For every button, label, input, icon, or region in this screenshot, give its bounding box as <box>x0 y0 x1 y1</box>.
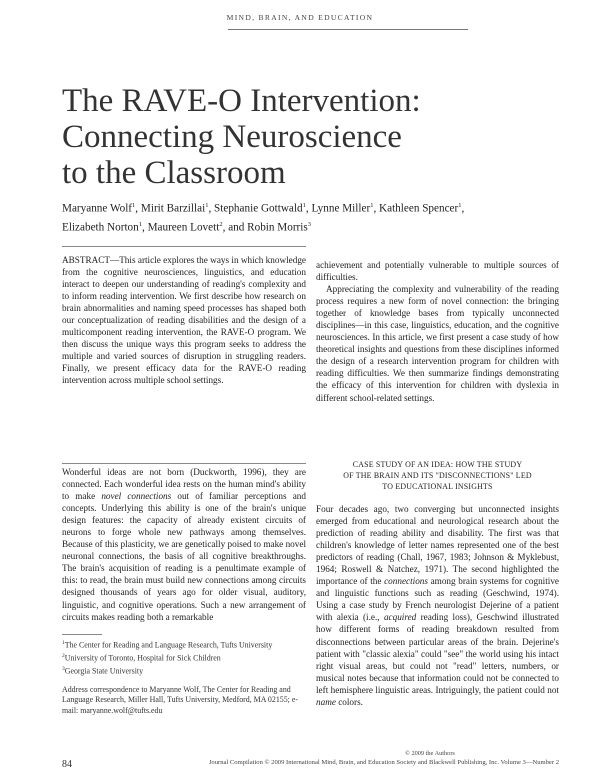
intro-emphasis: novel connections <box>101 491 172 502</box>
title-line-2: Connecting Neuroscience <box>62 119 402 155</box>
abstract-bottom-rule <box>62 463 306 464</box>
body-emphasis: connections <box>384 576 428 587</box>
header-rule <box>228 29 468 30</box>
author-name: Mirit Barzillai <box>140 202 206 215</box>
intro-continuation: achievement and potentially vulnerable to multiple sources of difficulties. <box>316 260 559 283</box>
affiliation-footnotes <box>62 638 306 676</box>
body-text: reading loss), Geschwind illustrated how different forms of reading breakdown resulted from disconnections between particular areas of the brain. Dejerine's patient with "classic alexia" could "see" the world using his intact right visual areas, but could not "read" letters, numbers, or musical notes because that information could not be connected to left hemisphere linguistic areas. Intriguingly, the patient could not <box>316 612 559 695</box>
author-name: Maryanne Wolf <box>62 202 133 215</box>
footnote-item <box>62 651 306 664</box>
abstract-top-rule <box>62 246 306 247</box>
body-emphasis: name <box>316 696 336 707</box>
intro-text: out of familiar perceptions and concepts. Underlying this ability is one of the brain's unique design features: the capacity of already existent circuits of neurons to forge whole new pathways among themselves. Because of this plasticity, we are genetically poised to make novel neuronal connections, the basis of all cognitive breakthroughs. The brain's acquisition of reading is a penultimate example of this: to read, the brain must build new connections among circuits designed thousands of years ago for older visual, auditory, linguistic, and cognitive operations. Such a new arrangement of circuits makes reading both a remarkable <box>62 491 306 622</box>
intro-second-paragraph: Appreciating the complexity and vulnerability of the reading process requires a new form of novel connection: the bringing together of knowledge bases from typically unconnected disciplines—in this case, linguistics, education, and the cognitive neurosciences. In this article, we first present a case study of how theoretical insights and questions from these disciplines informed the design of a research intervention program for children with reading difficulties. We then summarize findings demonstrating the efficacy of this intervention for children with dyslexia in different school-related settings. <box>316 284 559 403</box>
title-line-3: to the Classroom <box>62 155 286 191</box>
right-column-intro <box>316 259 559 404</box>
page-number: 84 <box>62 759 72 770</box>
affiliation-mark: 1 <box>132 202 136 209</box>
footnote-mark: 3 <box>62 665 65 672</box>
abstract <box>62 254 306 387</box>
affiliation-mark: 1 <box>370 202 374 209</box>
body-text: colors. <box>335 696 363 707</box>
author-name: Maureen Lovett <box>147 221 220 234</box>
affiliation-mark: 3 <box>307 220 311 228</box>
intro-text: Wonderful ideas are not born (Duckworth, 1996), they are connected. Each wonderful idea rests on the human mind's ability to make <box>62 467 306 502</box>
body-emphasis: acquired <box>383 612 417 623</box>
journal-running-header: MIND, BRAIN, AND EDUCATION <box>226 13 374 22</box>
abstract-text: —This article explores the ways in which knowledge from the cognitive neurosciences, linguistics, and education interact to deepen our understanding of reading's complexity and to inform reading intervention. We first describe how research on brain abnormalities and naming speed processes has shaped both our conceptualization of reading disabilities and the design of a multicomponent reading intervention, the RAVE-O program. We then discuss the unique ways this program seeks to address the multiple and varied sources of disruption in struggling readers. Finally, we present efficacy data for the RAVE-O reading intervention across multiple school settings. <box>62 255 306 386</box>
author-name: Stephanie Gottwald <box>214 202 303 215</box>
affiliation-mark: 1 <box>458 202 462 209</box>
author-name: Lynne Miller <box>311 202 371 215</box>
journal-footer: Journal Compilation © 2009 International Mind, Brain, and Education Society and Blackwell Publishing, Inc. Volume 3—Number 2 <box>208 759 559 766</box>
footnote-text: Georgia State University <box>64 666 144 676</box>
footnote-mark: 1 <box>62 640 65 646</box>
affiliation-mark: 1 <box>205 202 209 209</box>
section-heading-line: CASE STUDY OF AN IDEA: HOW THE STUDY <box>352 460 523 469</box>
affiliation-mark: 2 <box>219 220 223 228</box>
affiliation-mark: 1 <box>302 202 306 209</box>
footnote-mark: 2 <box>62 652 65 659</box>
title-line-1: The RAVE-O Intervention: <box>62 83 421 119</box>
footnote-text: University of Toronto, Hospital for Sick Children <box>64 653 221 663</box>
author-name: Robin Morris <box>247 221 308 234</box>
correspondence-note: Address correspondence to Maryanne Wolf, The Center for Reading and Language Research, Miller Hall, Tufts University, Medford, MA 02155; e-mail: maryanne.wolf@tufts.edu <box>62 685 298 715</box>
section-heading-line: TO EDUCATIONAL INSIGHTS <box>382 482 493 492</box>
author-name: Elizabeth Norton <box>62 221 139 234</box>
section-heading <box>316 459 559 493</box>
affiliation-mark: 1 <box>138 220 142 228</box>
author-list: Maryanne Wolf$^1$, Mirit Barzillai$^1$, Stephanie Gottwald$^1$, Lynne Miller$^1$, Kathleen Spencer$^1$, Elizabeth Norton$^1$, Maureen Lovett$^2$, and Robin Morris$^3$ <box>62 202 465 234</box>
introduction-paragraph <box>62 466 306 623</box>
footnote-item <box>62 638 306 651</box>
article-title <box>62 83 562 191</box>
abstract-label: ABSTRACT <box>62 255 110 265</box>
footnote-item <box>62 664 306 677</box>
footnote-text: The Center for Reading and Language Research, Tufts University <box>64 640 273 650</box>
author-name: Kathleen Spencer <box>379 202 459 215</box>
section-heading-line: OF THE BRAIN AND ITS "DISCONNECTIONS" LED <box>343 471 532 481</box>
footnote-rule <box>62 634 102 635</box>
body-text: among brain systems for cognitive and linguistic functions such as reading (Geschwind, 1974). Using a case study by French neurologist Dejerine of a patient with alexia (i.e., <box>316 576 559 623</box>
body-text: Four decades ago, two converging but unconnected insights emerged from educational and neurological research about the prediction of reading ability and disability. The first was that children's knowledge of letter names represented one of the best predictors of reading (Chall, 1967, 1983; Johnson & Myklebust, 1964; Roswell & Natchez, 1971). The second highlighted the importance of the <box>316 504 559 587</box>
copyright-notice: © 2009 the Authors <box>405 750 455 757</box>
case-study-paragraph <box>316 503 559 708</box>
